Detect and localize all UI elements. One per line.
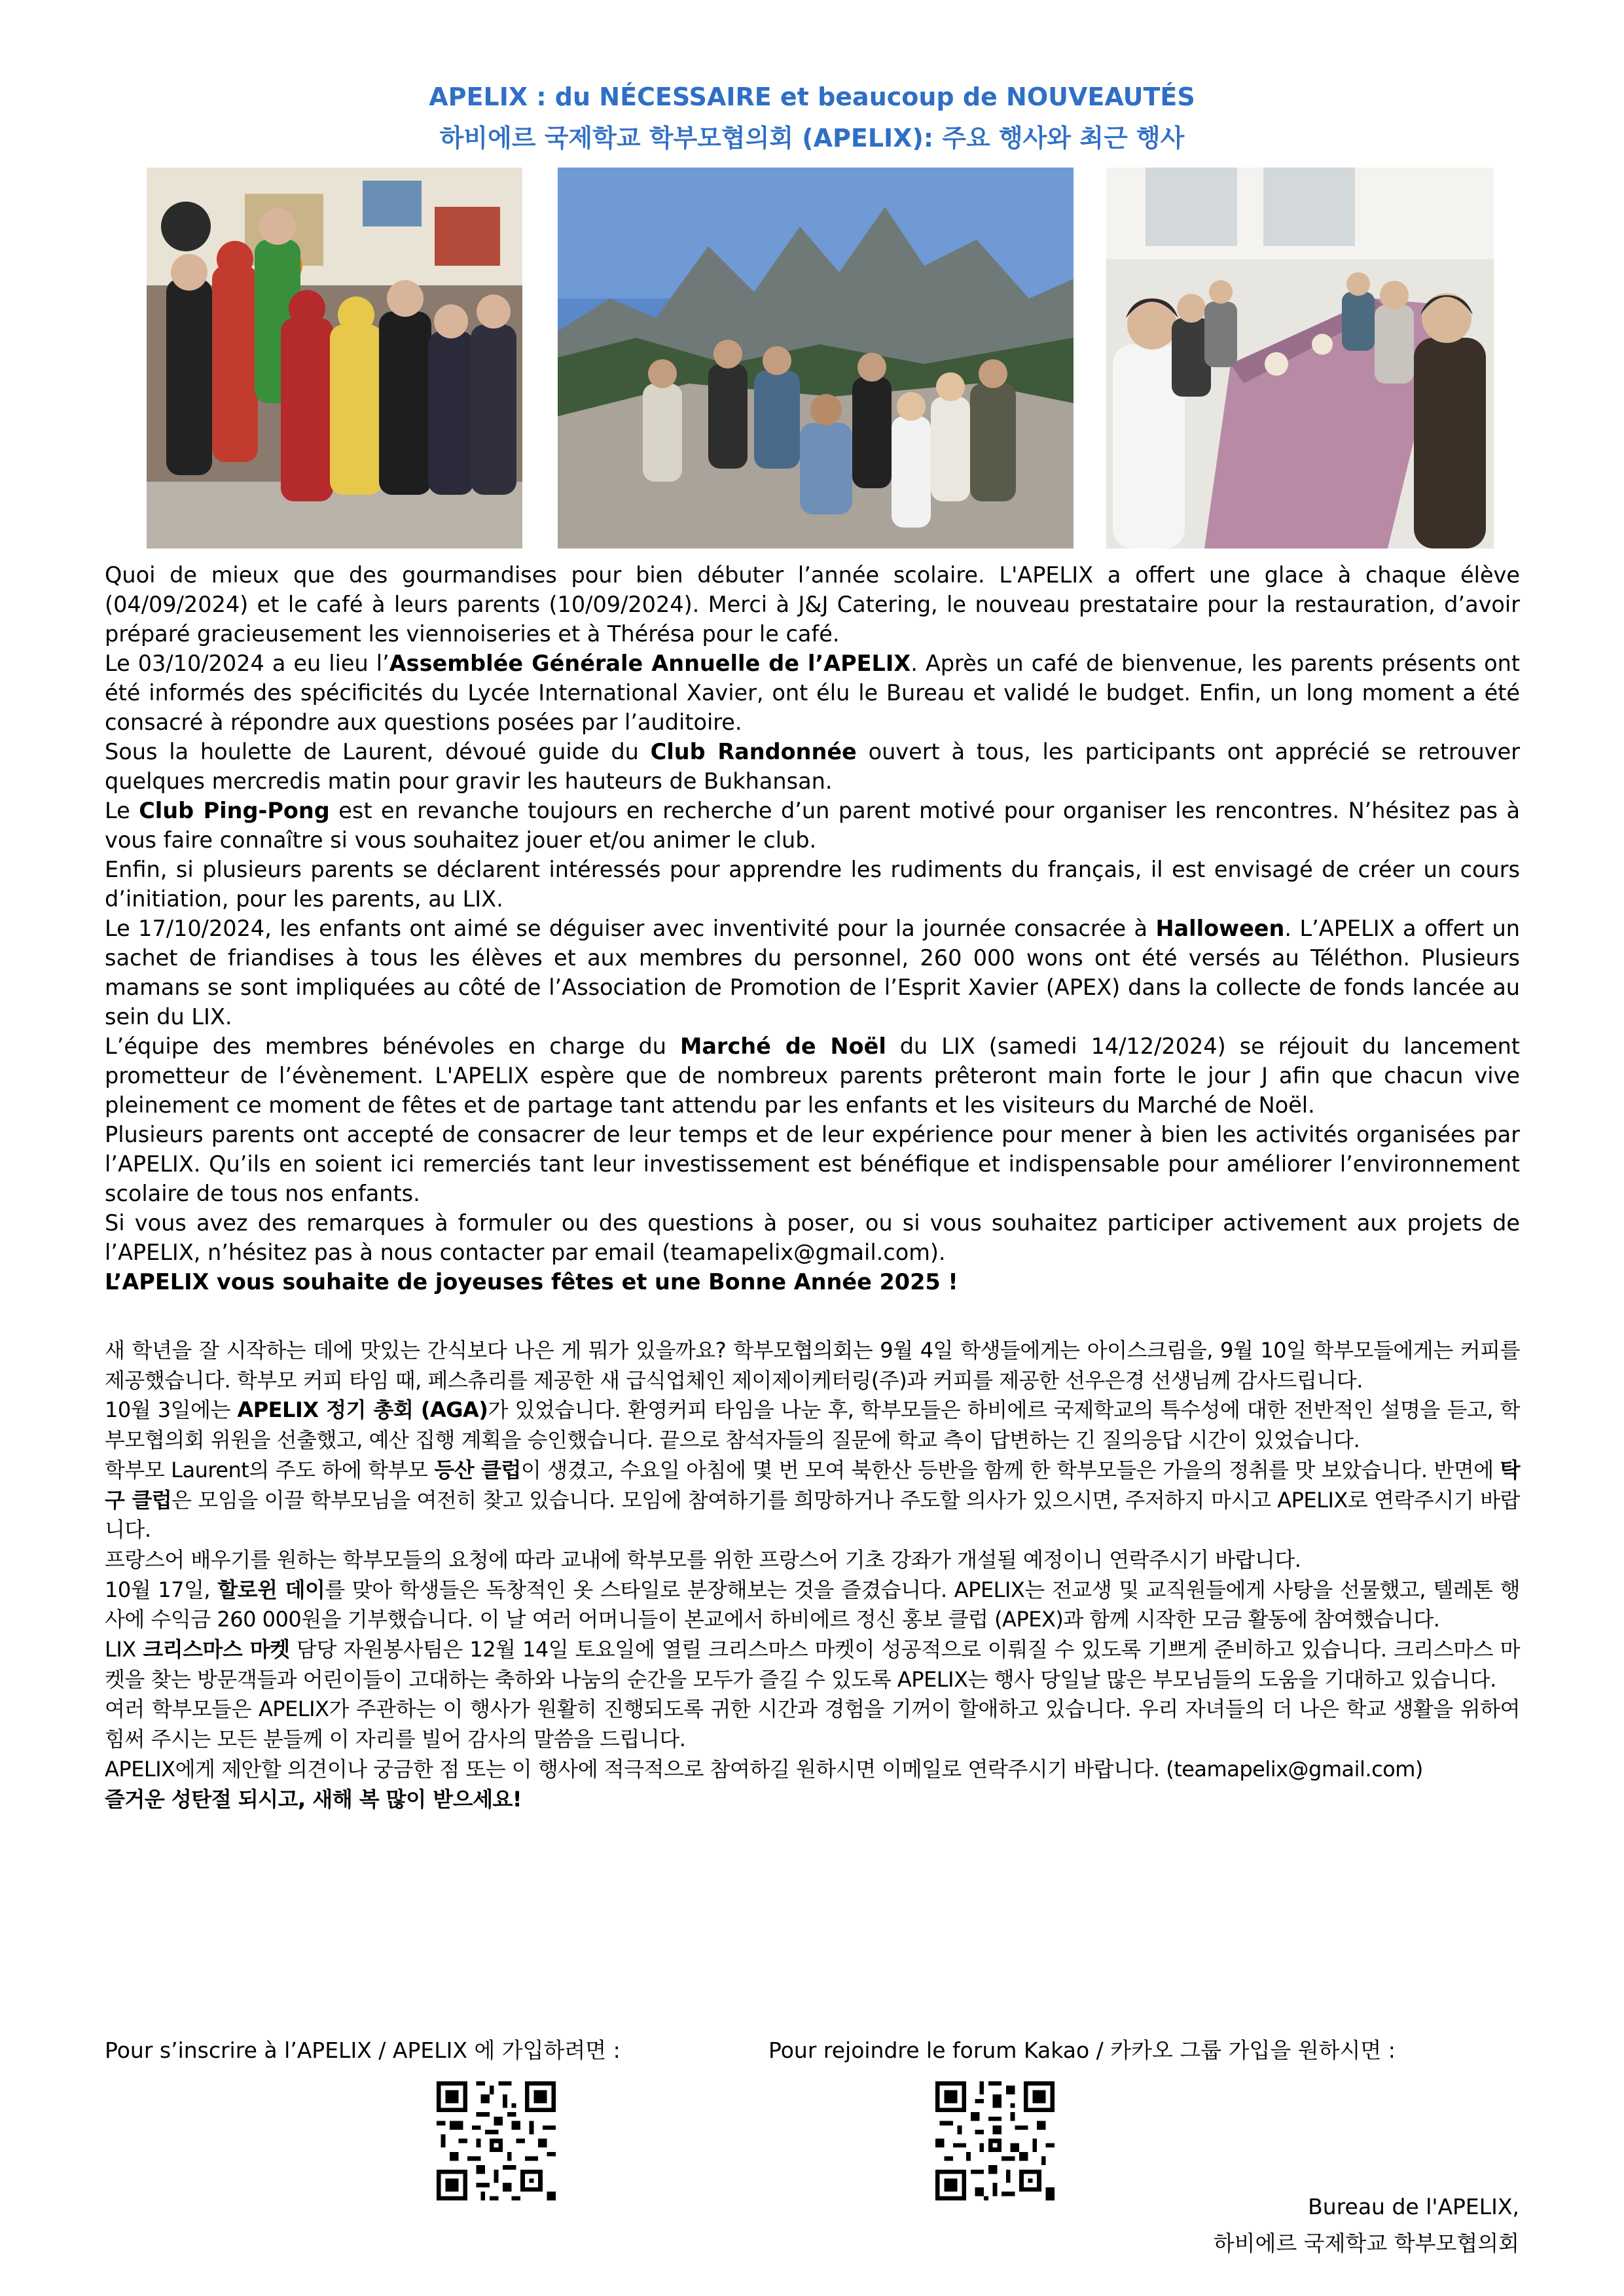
fr-closing: L’APELIX vous souhaite de joyeuses fêtes et une Bonne Année 2025 ! <box>105 1269 958 1295</box>
ko-paragraph: 10월 17일, 할로윈 데이를 맞아 학생들은 독창적인 옷 스타일로 분장해보는 것을 즐겼습니다. APELIX는 전교생 및 교직원들에게 사탕을 선물했고, 텔레톤 행사에 수익금 260 000원을 기부했습니다. 이 날 여러 어머니들이 본교에서 하비에르 정신 홍보 클럽 (APEX)과 함께 시작한 모금 활동에 참여했습니다. <box>105 1577 1521 1632</box>
kakao-forum-qr-code[interactable] <box>931 2077 1059 2205</box>
ko-paragraph: 프랑스어 배우기를 원하는 학부모들의 요청에 따라 교내에 학부모를 위한 프랑스어 기초 강좌가 개설될 예정이니 연락주시기 바랍니다. <box>105 1547 1301 1572</box>
ko-paragraph: 학부모 Laurent의 주도 하에 학부모 등산 클럽이 생겼고, 수요일 아침에 몇 번 모여 북한산 등반을 함께 한 학부모들은 가을의 정취를 맛 보았습니다. 반면에 탁구 클럽은 모임을 이끌 학부모님을 여전히 찾고 있습니다. 모임에 참여하기를 희망하거나 주도할 의사가 있으시면, 주저하지 마시고 APELIX로 연락주시기 바랍니다. <box>105 1457 1520 1543</box>
french-article <box>105 560 1520 1297</box>
ko-paragraph: APELIX에게 제안할 의견이나 궁금한 점 또는 이 행사에 적극적으로 참여하길 원하시면 이메일로 연락주시기 바랍니다. (teamapelix@gmail.com) <box>105 1756 1423 1782</box>
ko-paragraph: 새 학년을 잘 시작하는 데에 맛있는 간식보다 나은 게 뭐가 있을까요? 학부모협의회는 9월 4일 학생들에게는 아이스크림을, 9월 10일 학부모들에게는 커피를 제공했습니다. 학부모 커피 타임 때, 페스츄리를 제공한 새 급식업체인 제이제이케터링(주)과 커피를 제공한 선우은경 선생님께 감사드립니다. <box>105 1338 1520 1393</box>
fr-paragraph: Plusieurs parents ont accepté de consacrer de leur temps et de leur expérience pour mener à bien les activités organisées par l’APELIX. Qu’ils en soient ici remerciés tant leur investissement est bénéfique et indispensable pour améliorer l’environnement scolaire de tous nos enfants. <box>105 1122 1520 1206</box>
fr-paragraph: Si vous avez des remarques à formuler ou des questions à poser, ou si vous souhaitez participer activement aux projets de l’APELIX, n’hésitez pas à nous contacter par email (teamapelix@gmail.com). <box>105 1210 1520 1265</box>
ko-closing: 즐거운 성탄절 되시고, 새해 복 많이 받으세요! <box>105 1786 522 1812</box>
fr-paragraph: Le Club Ping-Pong est en revanche toujours en recherche d’un parent motivé pour organiser les rencontres. N’hésitez pas à vous faire connaître si vous souhaitez jouer et/ou animer le club. <box>105 798 1520 853</box>
title-korean: 하비에르 국제학교 학부모협의회 (APELIX): 주요 행사와 최근 행사 <box>439 124 1185 152</box>
join-apelix-label: Pour s’inscrire à l’APELIX / APELIX 에 가입하려면 : <box>105 2037 621 2063</box>
signature-french: Bureau de l'APELIX, <box>1308 2194 1519 2219</box>
apelix-signup-qr-code[interactable] <box>432 2077 560 2205</box>
ko-paragraph: LIX 크리스마스 마켓 담당 자원봉사팀은 12월 14일 토요일에 열릴 크리스마스 마켓이 성공적으로 이뤄질 수 있도록 기쁘게 준비하고 있습니다. 크리스마스 마켓을 찾는 방문객들과 어린이들이 고대하는 축하와 나눔의 순간을 모두가 즐길 수 있도록 APELIX는 행사 당일날 많은 부모님들의 도움을 기대하고 있습니다. <box>105 1637 1520 1692</box>
signature-korean: 하비에르 국제학교 학부모협의회 <box>1213 2231 1519 2256</box>
title-french: APELIX : du NÉCESSAIRE et beaucoup de NOUVEAUTÉS <box>429 82 1195 111</box>
join-kakao-label: Pour rejoindre le forum Kakao / 카카오 그룹 가입을 원하시면 : <box>768 2037 1396 2063</box>
fr-paragraph: Sous la houlette de Laurent, dévoué guide du Club Randonnée ouvert à tous, les participants ont apprécié se retrouver quelques mercredis matin pour gravir les hauteurs de Bukhansan. <box>105 739 1521 794</box>
halloween-costumes-photo <box>147 168 522 548</box>
ko-paragraph: 10월 3일에는 APELIX 정기 총회 (AGA)가 있었습니다. 환영커피 타임을 나눈 후, 학부모들은 하비에르 국제학교의 특수성에 대한 전반적인 설명을 듣고, 학부모협의회 위원을 선출했고, 예산 집행 계획을 승인했습니다. 끝으로 참석자들의 질문에 학교 측이 답변하는 긴 질의응답 시간이 있었습니다. <box>105 1397 1520 1453</box>
fr-paragraph: Quoi de mieux que des gourmandises pour bien débuter l’année scolaire. L'APELIX a offert une glace à chaque élève (04/09/2024) et le café à leurs parents (10/09/2024). Merci à J&J Catering, le nouveau prestataire pour la restauration, d’avoir préparé gracieusement les viennoiseries et à Thérésa pour le café. <box>105 562 1520 647</box>
parents-meeting-photo <box>1106 168 1494 548</box>
hiking-club-photo <box>558 168 1074 548</box>
korean-article <box>105 1336 1520 1814</box>
fr-paragraph: Le 03/10/2024 a eu lieu l’Assemblée Générale Annuelle de l’APELIX. Après un café de bienvenue, les parents présents ont été informés des spécificités du Lycée International Xavier, ont élu le Bureau et validé le budget. Enfin, un long moment a été consacré à répondre aux questions posées par l’auditoire. <box>105 651 1520 735</box>
fr-paragraph: Enfin, si plusieurs parents se déclarent intéressés pour apprendre les rudiments du français, il est envisagé de créer un cours d’initiation, pour les parents, au LIX. <box>105 857 1520 912</box>
fr-paragraph: Le 17/10/2024, les enfants ont aimé se déguiser avec inventivité pour la journée consacrée à Halloween. L’APELIX a offert un sachet de friandises à tous les élèves et aux membres du personnel, 260 000 wons ont été versés au Téléthon. Plusieurs mamans se sont impliquées au côté de l’Association de Promotion de l’Esprit Xavier (APEX) dans la collecte de fonds lancée au sein du LIX. <box>105 916 1521 1030</box>
ko-paragraph: 여러 학부모들은 APELIX가 주관하는 이 행사가 원활히 진행되도록 귀한 시간과 경험을 기꺼이 할애하고 있습니다. 우리 자녀들의 더 나은 학교 생활을 위하여 힘써 주시는 모든 분들께 이 자리를 빌어 감사의 말씀을 드립니다. <box>105 1696 1520 1752</box>
fr-paragraph: L’équipe des membres bénévoles en charge du Marché de Noël du LIX (samedi 14/12/2024) se réjouit du lancement prometteur de l’évènement. L'APELIX espère que de nombreux parents prêteront main forte le jour J afin que chacun vive pleinement ce moment de fêtes et de partage tant attendu par les enfants et les visiteurs du Marché de Noël. <box>105 1033 1521 1118</box>
